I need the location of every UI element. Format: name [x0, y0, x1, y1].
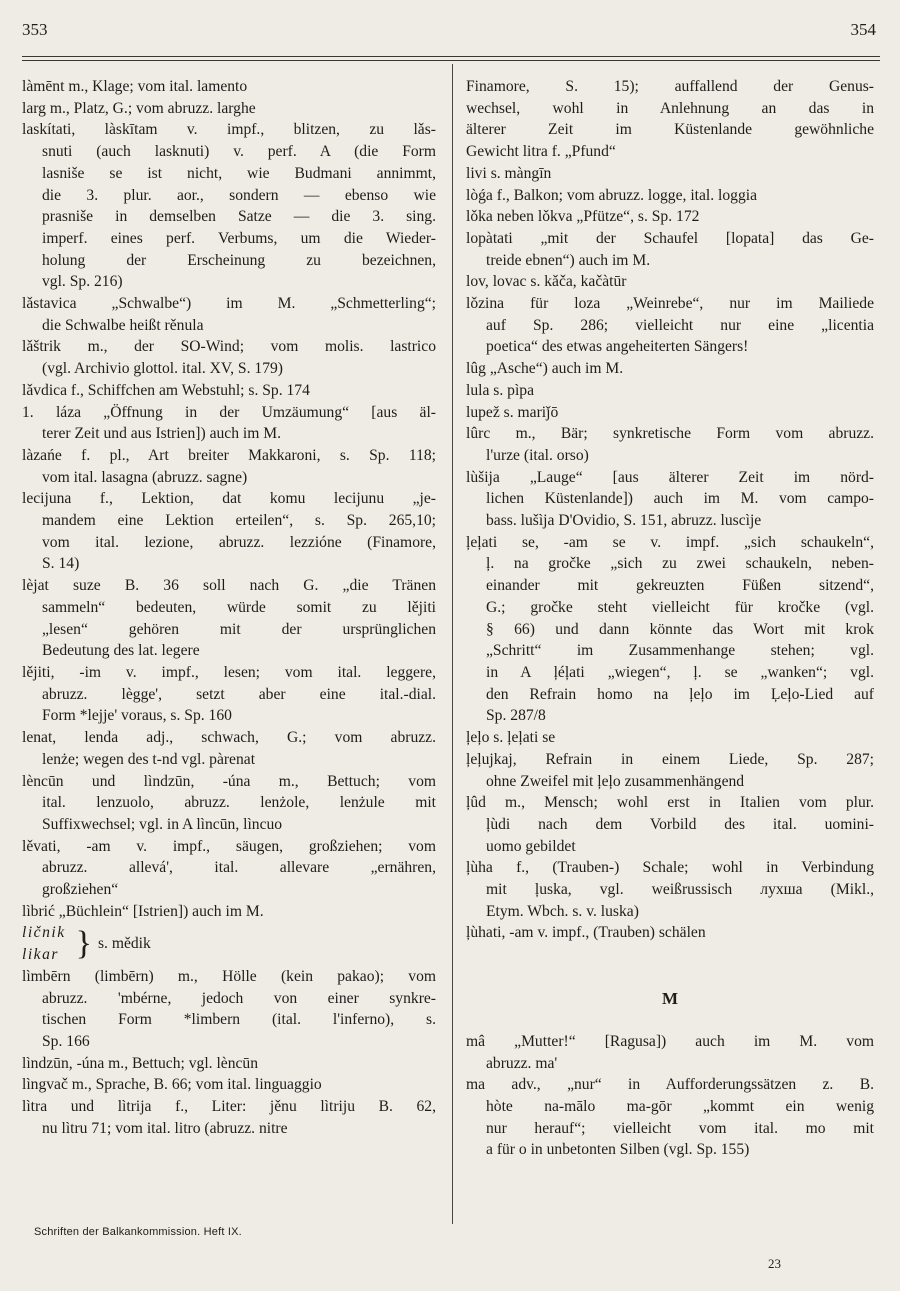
- text-line: làmēnt m., Klage; vom ital. lamento: [22, 78, 248, 95]
- text-line: lèjat suze B. 36 soll nach G. „die Tränen: [22, 577, 436, 595]
- text-line: in A ļéļati „wiegen“, ļ. se „wanken“; vgl.: [486, 663, 874, 681]
- brace-entry: [22, 922, 436, 965]
- text-line: uomo gebildet: [486, 837, 576, 855]
- text-line: ļùhati, -am v. impf., (Trauben) schälen: [466, 924, 706, 942]
- text-line: ļ. na gročke „sich zu zwei schaukeln, neben-: [486, 555, 874, 573]
- text-line: wechsel, wohl in Anlehnung an das in: [466, 99, 874, 117]
- text-line: Form *lejje' voraus, s. Sp. 160: [42, 707, 232, 725]
- text-line: ohne Zweifel mit ļeļo zusammenhängend: [486, 772, 745, 790]
- text-line: hòte na-mālo ma-gōr „kommt ein wenig: [486, 1098, 874, 1115]
- text-line: l'urze (ital. orso): [486, 446, 589, 464]
- text-line: großziehen“: [42, 881, 119, 899]
- text-line: lula s. pìpa: [466, 381, 534, 399]
- text-line: ļeļujkaj, Refrain in einem Liede, Sp. 287;: [466, 750, 874, 768]
- text-line: ļùha f., (Trauben-) Schale; wohl in Verbindung: [466, 859, 874, 877]
- text-line: a für o in unbetonten Silben (vgl. Sp. 155): [486, 1141, 750, 1159]
- page-number-right: 354: [850, 20, 876, 39]
- page-number-left: 353: [22, 20, 48, 39]
- text-line: livi s. màngīn: [466, 164, 552, 182]
- text-line: abruzz. lègge', setzt aber eine ital.-dial.: [42, 685, 436, 703]
- text-line: mit ļuska, vgl. weißrussisch лухша (Mikl.,: [486, 881, 874, 899]
- text-line: § 66) und dann könnte das Wort mit krok: [486, 620, 874, 638]
- text-line: älterer Zeit im Küstenlande gewöhnliche: [466, 121, 874, 139]
- text-line: auf Sp. 286; vielleicht nur eine „licentia: [486, 316, 874, 334]
- brace-word-1: ličnik: [22, 924, 66, 942]
- header-rule-thin: [22, 60, 880, 61]
- text-line: (vgl. Archivio glottol. ital. XV, S. 179): [42, 360, 283, 378]
- text-line: ma adv., „nur“ in Aufforderungssätzen z. B.: [466, 1076, 874, 1094]
- signature-mark: 23: [768, 1256, 781, 1271]
- text-line: laskítati, làskītam v. impf., blitzen, zu lǎs-: [22, 121, 436, 139]
- text-line: lòǵa f., Balkon; vom abruzz. logge, ital. loggia: [466, 186, 758, 204]
- text-line: die 3. plur. aor., sondern — ebenso wie: [42, 186, 436, 204]
- text-line: Bedeutung des lat. legere: [42, 642, 200, 660]
- text-line: lìtra und lìtrija f., Liter: jěnu lìtriju B. 62,: [22, 1098, 436, 1116]
- text-line: lǎvdica f., Schiffchen am Webstuhl; s. Sp. 174: [22, 381, 310, 399]
- text-line: lìngvač m., Sprache, B. 66; vom ital. linguaggio: [22, 1076, 322, 1094]
- text-line: lǒzina für loza „Weinrebe“, nur im Mailiede: [466, 295, 874, 313]
- text-line: lǎstavica „Schwalbe“) im M. „Schmetterling“;: [22, 295, 436, 313]
- text-line: abruzz. ma': [486, 1054, 558, 1072]
- text-line: snuti (auch lasknuti) v. perf. A (die Form: [42, 143, 436, 161]
- footer-series: Schriften der Balkankommission. Heft IX.: [34, 1226, 242, 1238]
- text-line: larg m., Platz, G.; vom abruzz. larghe: [22, 99, 256, 117]
- text-line: lějiti, -im v. impf., lesen; vom ital. leggere,: [22, 663, 436, 681]
- text-line: Gewicht litra f. „Pfund“: [466, 143, 616, 161]
- text-line: lûg „Asche“) auch im M.: [466, 360, 624, 378]
- text-line: ļùdi nach dem Vorbild des ital. uomini-: [486, 815, 874, 833]
- text-line: „lesen“ gehören mit der ursprünglichen: [42, 620, 436, 638]
- text-line: lecijuna f., Lektion, dat komu lecijunu „je-: [22, 490, 436, 508]
- text-line: lìndzūn, -úna m., Bettuch; vgl. lèncūn: [22, 1054, 259, 1072]
- text-line: lupež s. mariǰō: [466, 403, 559, 421]
- text-line: die Schwalbe heißt rěnula: [42, 316, 204, 334]
- text-line: vom ital. lasagna (abruzz. sagne): [42, 468, 248, 486]
- text-line: poetica“ des etwas angeheiterten Sängers!: [486, 338, 749, 356]
- text-line: terer Zeit und aus Istrien]) auch im M.: [42, 425, 282, 443]
- text-line: mâ „Mutter!“ [Ragusa]) auch im M. vom: [466, 1032, 874, 1050]
- text-line: nur herauf“; vielleicht vom ital. mo mit: [486, 1119, 874, 1137]
- text-line: ļûd m., Mensch; wohl erst in Italien vom plur.: [466, 794, 874, 812]
- text-line: prasniše in demselben Satze — die 3. sing.: [42, 208, 436, 226]
- text-line: Suffixwechsel; vgl. in A lìncūn, lìncuo: [42, 815, 283, 833]
- text-line: „Schritt“ im Zusammenhange stehen; vgl.: [486, 642, 874, 660]
- text-line: lǒka neben lǒkva „Pfütze“, s. Sp. 172: [466, 208, 700, 226]
- column-divider: [452, 64, 453, 1224]
- text-line: ital. lenzuolo, abruzz. lenżole, lenżule mit: [42, 794, 436, 812]
- text-line: lopàtati „mit der Schaufel [lopata] das Ge-: [466, 229, 874, 247]
- text-line: Etym. Wbch. s. v. luska): [486, 902, 639, 920]
- text-line: imperf. eines perf. Verbums, um die Wieder-: [42, 229, 436, 247]
- text-line: ļeļati se, -am se v. impf. „sich schaukeln“,: [466, 533, 874, 551]
- text-line: sammeln“ bedeuten, würde somit zu lějiti: [42, 598, 436, 616]
- text-line: Sp. 287/8: [486, 707, 546, 725]
- text-line: lenat, lenda adj., schwach, G.; vom abruzz.: [22, 729, 436, 747]
- text-line: einander mit gekreuzten Füßen sitzend“,: [486, 577, 874, 595]
- text-line: lìbrić „Büchlein“ [Istrien]) auch im M.: [22, 902, 264, 920]
- brace-reference: s. mědik: [97, 935, 151, 953]
- text-line: nu lìtru 71; vom ital. litro (abruzz. nitre: [42, 1119, 288, 1137]
- text-line: lov, lovac s. kǎča, kačàtūr: [466, 273, 627, 291]
- text-line: abruzz. 'mbérne, jedoch von einer synkre-: [42, 989, 436, 1007]
- text-line: treide ebnen“) auch im M.: [486, 251, 651, 269]
- text-line: lèncūn und lìndzūn, -úna m., Bettuch; vom: [22, 772, 436, 790]
- text-line: den Refrain homo na ļeļo im Ļeļo-Lied auf: [486, 685, 874, 703]
- text-line: mandem eine Lektion erteilen“, s. Sp. 265,10;: [42, 512, 436, 530]
- text-line: Sp. 166: [42, 1032, 90, 1050]
- text-line: lûrc m., Bär; synkretische Form vom abruzz.: [466, 425, 874, 443]
- text-line: abruzz. allevá', ital. allevare „ernähren,: [42, 859, 436, 877]
- text-line: G.; gročke steht vielleicht für kročke (vgl.: [486, 598, 874, 616]
- text-line: bass. lušìja D'Ovidio, S. 151, abruzz. luscìje: [486, 512, 762, 530]
- text-line: ļeļo s. ļeļati se: [466, 729, 556, 747]
- header-rule: [22, 56, 880, 57]
- text-line: lichen Küstenlande]) auch im M. vom campo-: [486, 490, 874, 508]
- text-line: lěvati, -am v. impf., säugen, großziehen; vom: [22, 837, 436, 855]
- brace-word-2: likar: [22, 946, 59, 964]
- text-line: lùšija „Lauge“ [aus älterer Zeit im nörd-: [466, 468, 874, 486]
- brace-glyph: }: [75, 925, 92, 963]
- left-column: [22, 76, 436, 1139]
- text-line: S. 14): [42, 555, 80, 573]
- text-line: lenże; wegen des t-nd vgl. pàrenat: [42, 750, 256, 768]
- text-line: vgl. Sp. 216): [42, 273, 123, 291]
- text-line: lìmbērn (limbērn) m., Hölle (kein pakao); vom: [22, 967, 436, 985]
- text-line: tischen Form *limbern (ital. l'inferno), s.: [42, 1011, 436, 1029]
- text-line: Finamore, S. 15); auffallend der Genus-: [466, 78, 874, 95]
- text-line: holung der Erscheinung zu bezeichnen,: [42, 251, 436, 269]
- section-letter: M: [661, 988, 679, 1008]
- text-line: lǎštrik m., der SO-Wind; vom molis. lastrico: [22, 338, 436, 356]
- text-line: vom ital. lezione, abruzz. lezzióne (Finamore,: [42, 533, 436, 551]
- text-line: lasniše se ist nicht, wie Budmani annimmt,: [42, 164, 436, 182]
- text-line: làzańe f. pl., Art breiter Makkaroni, s. Sp. 118;: [22, 446, 436, 464]
- text-line: 1. láza „Öffnung in der Umzäumung“ [aus äl-: [22, 403, 436, 421]
- right-column: [466, 76, 874, 1161]
